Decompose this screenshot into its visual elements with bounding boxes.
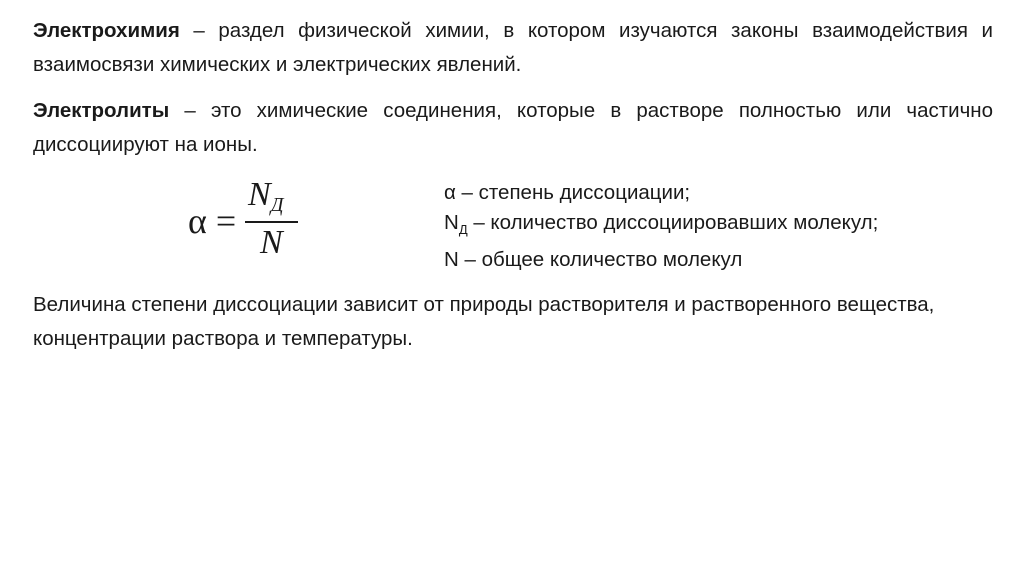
definition-electrochemistry: – раздел физической химии, в котором изучаются законы взаимодействия и взаимосвязи химических и электрических явлений. <box>33 19 993 76</box>
formula-numerator <box>248 176 283 214</box>
legend-nd <box>444 208 878 245</box>
legend-nd-text: – количество диссоциировавших молекул; <box>467 211 879 234</box>
term-electrochemistry: Электрохимия <box>33 19 180 42</box>
formula-lhs: α = <box>188 201 237 241</box>
term-electrolytes: Электролиты <box>33 99 170 122</box>
legend-nd-subscript: Д <box>458 222 468 238</box>
formula-numerator-symbol: N <box>248 176 271 213</box>
legend-nd-symbol: N <box>444 211 459 234</box>
formula-legend <box>444 178 878 275</box>
legend-alpha: α – степень диссоциации; <box>444 181 691 204</box>
dissociation-formula <box>188 176 318 266</box>
formula-denominator: N <box>260 224 283 261</box>
legend-n: N – общее количество молекул <box>444 248 743 272</box>
dissociation-factors: Величина степени диссоциации зависит от природы растворителя и растворенного вещества, концентрации раствора и температуры. <box>33 293 935 350</box>
definition-electrolytes: – это химические соединения, которые в растворе полностью или частично диссоциируют на ионы. <box>33 99 993 156</box>
electrolytes-definition <box>33 94 993 162</box>
fraction-bar <box>245 221 298 223</box>
formula-numerator-subscript: Д <box>270 194 284 216</box>
electrochemistry-definition <box>33 14 993 82</box>
